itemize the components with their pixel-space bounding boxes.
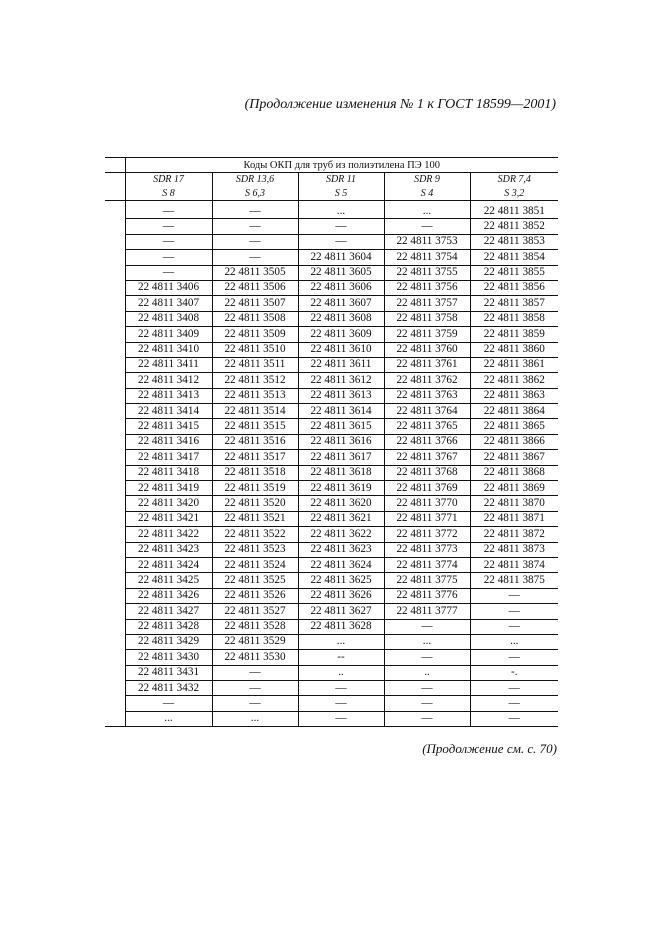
code-cell: ... (470, 634, 558, 649)
table-row (105, 388, 558, 403)
table-row (105, 373, 558, 388)
table-title-row (105, 158, 558, 173)
code-cell: — (384, 696, 470, 711)
code-cell: 22 4811 3763 (384, 388, 470, 403)
code-cell: 22 4811 3768 (384, 465, 470, 480)
sdr-label: SDR 13,6 (235, 174, 275, 186)
code-cell: 22 4811 3758 (384, 311, 470, 326)
okp-codes-table (105, 157, 558, 727)
code-cell: 22 4811 3408 (125, 311, 212, 326)
code-cell: 22 4811 3429 (125, 634, 212, 649)
column-header-sdr7-4 (470, 173, 558, 201)
stub-cell (105, 296, 125, 311)
code-cell: 22 4811 3624 (298, 557, 384, 572)
stub-cell (105, 219, 125, 234)
code-cell: 22 4811 3871 (470, 511, 558, 526)
code-cell: — (212, 681, 298, 696)
code-cell: 22 4811 3407 (125, 296, 212, 311)
table-row (105, 296, 558, 311)
code-cell: -. (470, 665, 558, 680)
code-cell: 22 4811 3769 (384, 481, 470, 496)
code-cell: 22 4811 3765 (384, 419, 470, 434)
stub-cell (105, 327, 125, 342)
code-cell: 22 4811 3609 (298, 327, 384, 342)
code-cell: 22 4811 3771 (384, 511, 470, 526)
code-cell: 22 4811 3606 (298, 280, 384, 295)
continuation-header-note: (Продолжение изменения № 1 к ГОСТ 18599—2001) (244, 97, 556, 112)
code-cell: 22 4811 3777 (384, 604, 470, 619)
s-label: S 4 (420, 187, 434, 199)
sdr-label: SDR 7,4 (497, 174, 531, 186)
table-row (105, 634, 558, 649)
code-cell: — (384, 650, 470, 665)
code-cell: 22 4811 3776 (384, 588, 470, 603)
code-cell: 22 4811 3418 (125, 465, 212, 480)
code-cell: 22 4811 3865 (470, 419, 558, 434)
code-cell: 22 4811 3610 (298, 342, 384, 357)
table-title: Коды ОКП для труб из полиэтилена ПЭ 100 (125, 158, 558, 173)
code-cell: ... (384, 200, 470, 218)
table-row (105, 650, 558, 665)
table-row (105, 342, 558, 357)
code-cell: 22 4811 3861 (470, 357, 558, 372)
code-cell: 22 4811 3770 (384, 496, 470, 511)
stub-cell (105, 311, 125, 326)
code-cell: — (298, 234, 384, 249)
column-header-sdr17 (125, 173, 212, 201)
code-cell: 22 4811 3526 (212, 588, 298, 603)
code-cell: — (125, 696, 212, 711)
code-cell: 22 4811 3619 (298, 481, 384, 496)
code-cell: 22 4811 3614 (298, 404, 384, 419)
code-cell: 22 4811 3528 (212, 619, 298, 634)
code-cell: — (298, 681, 384, 696)
code-cell: 22 4811 3511 (212, 357, 298, 372)
code-cell: 22 4811 3611 (298, 357, 384, 372)
code-cell: 22 4811 3628 (298, 619, 384, 634)
code-cell: 22 4811 3420 (125, 496, 212, 511)
s-label: S 3,2 (504, 187, 525, 199)
code-cell: ... (384, 634, 470, 649)
stub-cell (105, 158, 125, 173)
code-cell: 22 4811 3530 (212, 650, 298, 665)
code-cell: 22 4811 3410 (125, 342, 212, 357)
code-cell: 22 4811 3519 (212, 481, 298, 496)
code-cell: 22 4811 3508 (212, 311, 298, 326)
code-cell: 22 4811 3419 (125, 481, 212, 496)
code-cell: ... (298, 634, 384, 649)
code-cell: — (298, 219, 384, 234)
code-cell: — (470, 588, 558, 603)
code-cell: — (470, 696, 558, 711)
code-cell: 22 4811 3760 (384, 342, 470, 357)
code-cell: 22 4811 3775 (384, 573, 470, 588)
code-cell: — (125, 234, 212, 249)
code-cell: 22 4811 3875 (470, 573, 558, 588)
code-cell: 22 4811 3772 (384, 527, 470, 542)
code-cell: — (384, 619, 470, 634)
table-row (105, 665, 558, 680)
stub-cell (105, 280, 125, 295)
code-cell: 22 4811 3510 (212, 342, 298, 357)
code-cell: 22 4811 3773 (384, 542, 470, 557)
code-cell: 22 4811 3866 (470, 434, 558, 449)
s-label: S 6,3 (245, 187, 265, 199)
code-cell: 22 4811 3409 (125, 327, 212, 342)
table-row (105, 404, 558, 419)
stub-cell (105, 604, 125, 619)
table-row (105, 696, 558, 711)
code-cell: — (212, 250, 298, 265)
table-row (105, 481, 558, 496)
code-cell: 22 4811 3430 (125, 650, 212, 665)
code-cell: 22 4811 3762 (384, 373, 470, 388)
code-cell: -- (298, 650, 384, 665)
code-cell: 22 4811 3766 (384, 434, 470, 449)
code-cell: 22 4811 3857 (470, 296, 558, 311)
table-row (105, 604, 558, 619)
code-cell: 22 4811 3414 (125, 404, 212, 419)
code-cell: 22 4811 3505 (212, 265, 298, 280)
stub-cell (105, 404, 125, 419)
code-cell: 22 4811 3620 (298, 496, 384, 511)
code-cell: 22 4811 3853 (470, 234, 558, 249)
stub-cell (105, 557, 125, 572)
column-header-sdr9 (384, 173, 470, 201)
table-row (105, 265, 558, 280)
code-cell: 22 4811 3421 (125, 511, 212, 526)
code-cell: 22 4811 3431 (125, 665, 212, 680)
code-cell: 22 4811 3858 (470, 311, 558, 326)
code-cell: 22 4811 3862 (470, 373, 558, 388)
code-cell: 22 4811 3514 (212, 404, 298, 419)
table-row (105, 588, 558, 603)
stub-cell (105, 681, 125, 696)
code-cell: 22 4811 3428 (125, 619, 212, 634)
code-cell: 22 4811 3413 (125, 388, 212, 403)
stub-cell (105, 173, 125, 201)
code-cell: 22 4811 3869 (470, 481, 558, 496)
code-cell: 22 4811 3755 (384, 265, 470, 280)
table-row (105, 219, 558, 234)
code-cell: — (212, 665, 298, 680)
code-cell: .. (384, 665, 470, 680)
code-cell: 22 4811 3605 (298, 265, 384, 280)
code-cell: — (470, 619, 558, 634)
stub-cell (105, 465, 125, 480)
table-row (105, 496, 558, 511)
stub-cell (105, 711, 125, 726)
table-row (105, 450, 558, 465)
sdr-header-row (105, 173, 558, 201)
table-row (105, 527, 558, 542)
code-cell: 22 4811 3518 (212, 465, 298, 480)
code-cell: — (384, 219, 470, 234)
code-cell: ... (125, 711, 212, 726)
stub-cell (105, 388, 125, 403)
code-cell: 22 4811 3761 (384, 357, 470, 372)
code-cell: .. (298, 665, 384, 680)
code-cell: 22 4811 3756 (384, 280, 470, 295)
code-cell: — (298, 696, 384, 711)
code-cell: 22 4811 3874 (470, 557, 558, 572)
stub-cell (105, 357, 125, 372)
code-cell: 22 4811 3426 (125, 588, 212, 603)
s-label: S 8 (162, 187, 175, 199)
code-cell: 22 4811 3855 (470, 265, 558, 280)
s-label: S 5 (334, 187, 348, 199)
code-cell: 22 4811 3753 (384, 234, 470, 249)
table-row (105, 619, 558, 634)
code-cell: 22 4811 3516 (212, 434, 298, 449)
code-cell: — (384, 711, 470, 726)
code-cell: 22 4811 3529 (212, 634, 298, 649)
code-cell: 22 4811 3513 (212, 388, 298, 403)
table-row (105, 200, 558, 218)
table-row (105, 234, 558, 249)
code-cell: 22 4811 3615 (298, 419, 384, 434)
code-cell: 22 4811 3607 (298, 296, 384, 311)
code-cell: — (298, 711, 384, 726)
code-cell: — (125, 265, 212, 280)
code-cell: 22 4811 3851 (470, 200, 558, 218)
code-cell: 22 4811 3423 (125, 542, 212, 557)
table-row (105, 311, 558, 326)
code-cell: 22 4811 3432 (125, 681, 212, 696)
code-cell: 22 4811 3767 (384, 450, 470, 465)
code-cell: — (470, 711, 558, 726)
stub-cell (105, 527, 125, 542)
stub-cell (105, 200, 125, 218)
code-cell: 22 4811 3625 (298, 573, 384, 588)
code-cell: 22 4811 3527 (212, 604, 298, 619)
code-cell: — (125, 250, 212, 265)
code-cell: 22 4811 3867 (470, 450, 558, 465)
code-cell: 22 4811 3415 (125, 419, 212, 434)
table-row (105, 542, 558, 557)
table-row (105, 711, 558, 726)
code-cell: — (470, 604, 558, 619)
stub-cell (105, 619, 125, 634)
code-cell: 22 4811 3512 (212, 373, 298, 388)
code-cell: — (125, 200, 212, 218)
code-cell: 22 4811 3626 (298, 588, 384, 603)
code-cell: 22 4811 3613 (298, 388, 384, 403)
code-cell: 22 4811 3870 (470, 496, 558, 511)
code-cell: 22 4811 3757 (384, 296, 470, 311)
table-row (105, 573, 558, 588)
sdr-label: SDR 11 (325, 174, 357, 186)
code-cell: 22 4811 3623 (298, 542, 384, 557)
code-cell: 22 4811 3868 (470, 465, 558, 480)
stub-cell (105, 634, 125, 649)
code-cell: 22 4811 3618 (298, 465, 384, 480)
code-cell: 22 4811 3608 (298, 311, 384, 326)
table-row (105, 465, 558, 480)
stub-cell (105, 434, 125, 449)
column-header-sdr13-6 (212, 173, 298, 201)
stub-cell (105, 250, 125, 265)
code-cell: ... (298, 200, 384, 218)
table-body (105, 200, 558, 726)
code-cell: 22 4811 3523 (212, 542, 298, 557)
stub-cell (105, 419, 125, 434)
stub-cell (105, 588, 125, 603)
sdr-label: SDR 9 (414, 174, 440, 186)
code-cell: 22 4811 3854 (470, 250, 558, 265)
stub-cell (105, 665, 125, 680)
code-cell: 22 4811 3774 (384, 557, 470, 572)
code-cell: 22 4811 3417 (125, 450, 212, 465)
code-cell: 22 4811 3873 (470, 542, 558, 557)
code-cell: — (212, 219, 298, 234)
table-row (105, 419, 558, 434)
code-cell: 22 4811 3517 (212, 450, 298, 465)
code-cell: 22 4811 3520 (212, 496, 298, 511)
code-cell: 22 4811 3422 (125, 527, 212, 542)
code-cell: — (212, 696, 298, 711)
table-row (105, 434, 558, 449)
table-row (105, 327, 558, 342)
code-cell: 22 4811 3604 (298, 250, 384, 265)
stub-cell (105, 650, 125, 665)
code-cell: 22 4811 3522 (212, 527, 298, 542)
code-cell: 22 4811 3525 (212, 573, 298, 588)
table-row (105, 557, 558, 572)
table-row (105, 280, 558, 295)
code-cell: 22 4811 3754 (384, 250, 470, 265)
stub-cell (105, 573, 125, 588)
stub-cell (105, 696, 125, 711)
code-cell: 22 4811 3406 (125, 280, 212, 295)
table-row (105, 357, 558, 372)
code-cell: — (384, 681, 470, 696)
stub-cell (105, 373, 125, 388)
code-cell: 22 4811 3515 (212, 419, 298, 434)
stub-cell (105, 450, 125, 465)
code-cell: 22 4811 3852 (470, 219, 558, 234)
code-cell: — (212, 234, 298, 249)
code-cell: 22 4811 3621 (298, 511, 384, 526)
stub-cell (105, 496, 125, 511)
column-header-sdr11 (298, 173, 384, 201)
code-cell: 22 4811 3416 (125, 434, 212, 449)
code-cell: 22 4811 3411 (125, 357, 212, 372)
code-cell: 22 4811 3864 (470, 404, 558, 419)
continuation-footer-note: (Продолжение см. с. 70) (422, 741, 557, 756)
code-cell: 22 4811 3617 (298, 450, 384, 465)
code-cell: 22 4811 3764 (384, 404, 470, 419)
stub-cell (105, 342, 125, 357)
code-cell: 22 4811 3863 (470, 388, 558, 403)
code-cell: — (470, 650, 558, 665)
code-cell: 22 4811 3759 (384, 327, 470, 342)
code-cell: 22 4811 3509 (212, 327, 298, 342)
code-cell: 22 4811 3521 (212, 511, 298, 526)
code-cell: 22 4811 3859 (470, 327, 558, 342)
table-row (105, 511, 558, 526)
code-cell: ... (212, 711, 298, 726)
code-cell: — (125, 219, 212, 234)
stub-cell (105, 234, 125, 249)
code-cell: 22 4811 3622 (298, 527, 384, 542)
code-cell: 22 4811 3856 (470, 280, 558, 295)
code-cell: 22 4811 3627 (298, 604, 384, 619)
code-cell: — (212, 200, 298, 218)
code-cell: 22 4811 3872 (470, 527, 558, 542)
stub-cell (105, 542, 125, 557)
code-cell: 22 4811 3424 (125, 557, 212, 572)
code-cell: — (470, 681, 558, 696)
sdr-label: SDR 17 (153, 174, 184, 186)
table-row (105, 250, 558, 265)
code-cell: 22 4811 3524 (212, 557, 298, 572)
code-cell: 22 4811 3860 (470, 342, 558, 357)
table-row (105, 681, 558, 696)
code-cell: 22 4811 3412 (125, 373, 212, 388)
stub-cell (105, 511, 125, 526)
code-cell: 22 4811 3425 (125, 573, 212, 588)
code-cell: 22 4811 3427 (125, 604, 212, 619)
code-cell: 22 4811 3507 (212, 296, 298, 311)
code-cell: 22 4811 3616 (298, 434, 384, 449)
stub-cell (105, 481, 125, 496)
code-cell: 22 4811 3506 (212, 280, 298, 295)
stub-cell (105, 265, 125, 280)
code-cell: 22 4811 3612 (298, 373, 384, 388)
